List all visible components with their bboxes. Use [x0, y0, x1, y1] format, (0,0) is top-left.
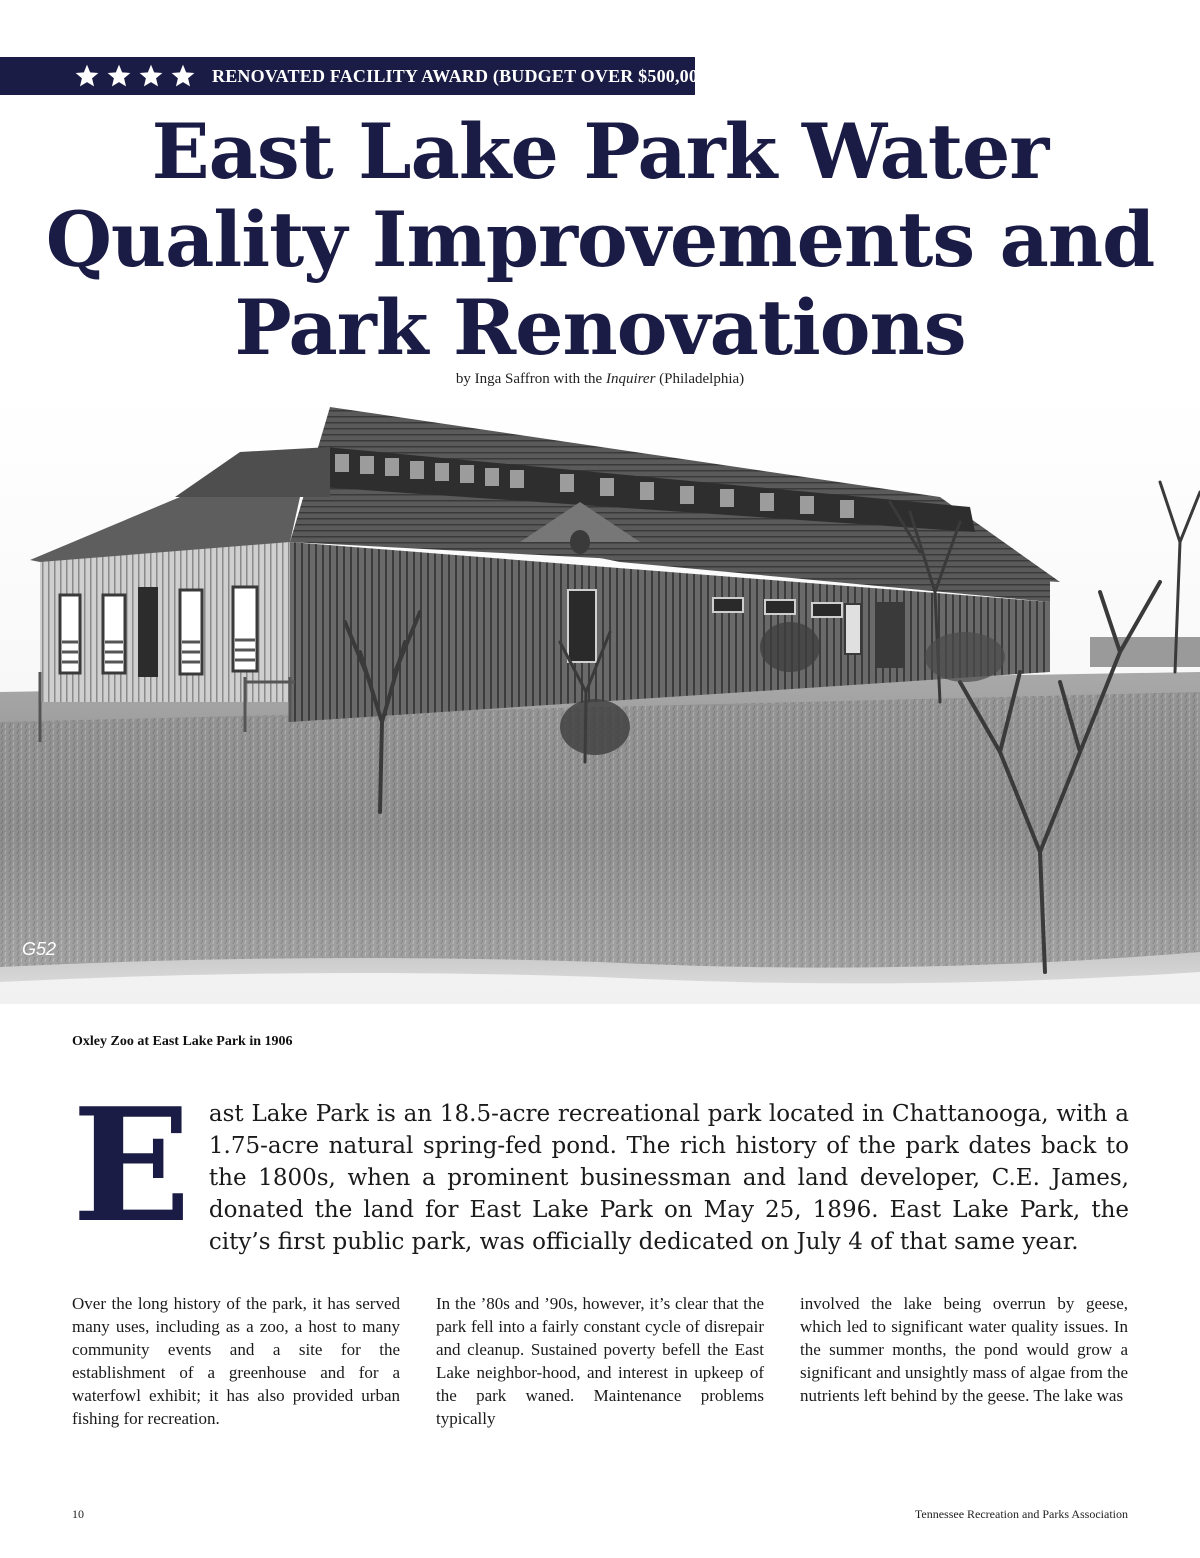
byline-suffix: (Philadelphia): [655, 371, 745, 387]
byline-prefix: by Inga Saffron with the: [455, 371, 606, 387]
star-icon: [170, 63, 196, 89]
page-number: 10: [72, 1507, 84, 1521]
star-icon: [74, 63, 100, 89]
zoo-building-image: [0, 392, 1200, 1004]
award-banner: [0, 57, 705, 95]
body-column-2: In the ’80s and ’90s, however, it’s clear that the park fell into a fairly constant cycle of disrepair and cleanup. Sustained poverty befell the East Lake neighbor-hood, and interest in upkeep of the park waned. Maintenance problems typically: [436, 1294, 764, 1428]
photo-caption: Oxley Zoo at East Lake Park in 1906: [72, 1034, 293, 1049]
star-icon: [138, 63, 164, 89]
title-line-2: Quality Improvements and: [45, 195, 1155, 284]
lede-paragraph: [72, 1074, 1129, 1258]
publication-name: Tennessee Recreation and Parks Association: [914, 1507, 1128, 1521]
byline-publication: Inquirer: [605, 371, 656, 387]
lede-text: ast Lake Park is an 18.5-acre recreational park located in Chattanooga, with a 1.75-acre natural spring-fed pond. The rich history of the park dates back to the 1800s, when a prominent businessman and land developer, C.E. James, donated the land for East Lake Park on May 25, 1896. East Lake Park, the city’s first public park, was officially dedicated on July 4 of that same year.: [208, 1101, 1129, 1255]
rating-stars: [74, 63, 196, 89]
historic-photo: [0, 392, 1200, 1004]
body-column-1: Over the long history of the park, it has served many uses, including as a zoo, a host to many community events and a site for the establishment of a greenhouse and for a waterfowl exhibit; it has also provided urban fishing for recreation.: [72, 1294, 400, 1428]
article-title: [0, 108, 1200, 372]
photo-plate-number: G52: [22, 939, 57, 959]
title-line-1: East Lake Park Water: [151, 107, 1049, 196]
award-category: RENOVATED FACILITY AWARD (BUDGET OVER $500,00): [212, 65, 705, 86]
title-line-3: Park Renovations: [234, 283, 966, 372]
star-icon: [106, 63, 132, 89]
drop-cap: E: [72, 1074, 191, 1257]
body-column-3: involved the lake being overrun by geese, which led to significant water quality issues. In the summer months, the pond would grow a significant and unsightly mass of algae from the nutrients left behind by the geese. The lake was: [800, 1294, 1128, 1405]
byline: [0, 371, 1200, 388]
